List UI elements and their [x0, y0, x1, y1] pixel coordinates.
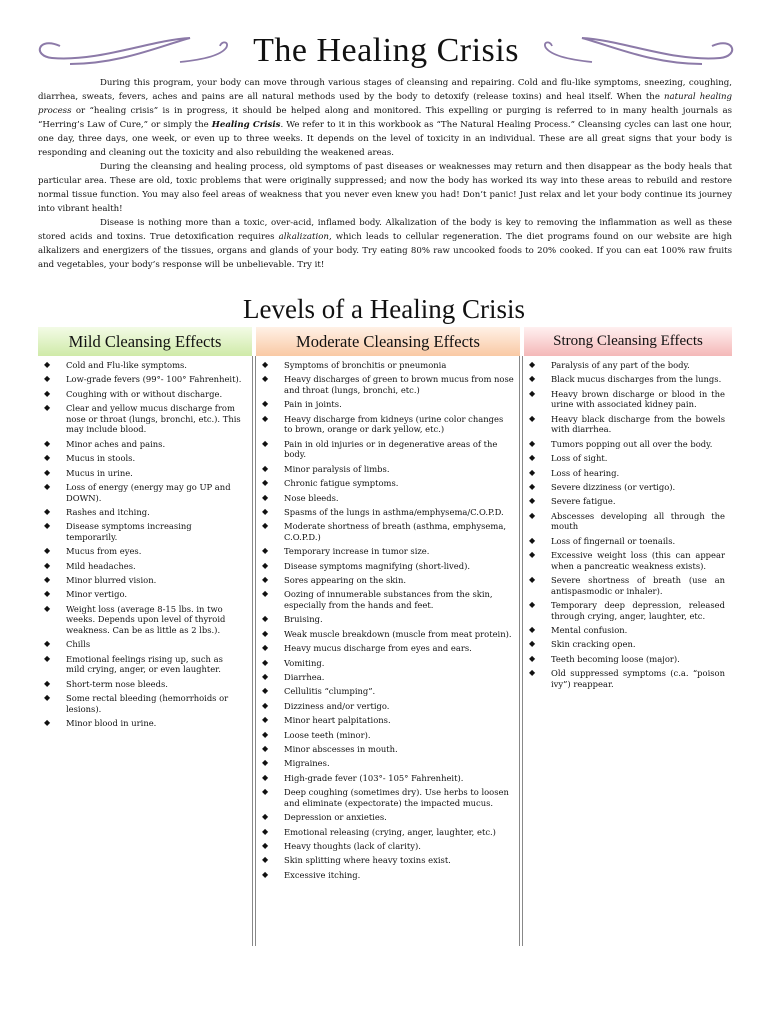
- list-item: [44, 439, 244, 450]
- diamond-bullet-icon: ◆: [262, 715, 269, 725]
- diamond-bullet-icon: ◆: [44, 589, 51, 599]
- diamond-bullet-icon: ◆: [262, 560, 269, 570]
- list-item-text: Heavy brown discharge or blood in the urine with associated kidney pain.: [551, 388, 725, 410]
- list-item: [262, 787, 514, 808]
- list-item-text: Loss of hearing.: [551, 467, 620, 478]
- diamond-bullet-icon: ◆: [262, 360, 269, 369]
- column-divider: [252, 356, 256, 946]
- strong-effects-list: [529, 360, 725, 693]
- list-item: [44, 654, 244, 675]
- list-item-text: Low-grade fevers (99°- 100° Fahrenheit).: [66, 374, 242, 385]
- list-item-text: Clear and yellow mucus discharge from nose or throat (lungs, bronchi, etc.). This may include blood.: [66, 403, 241, 435]
- list-item: [44, 679, 244, 690]
- list-item-text: Moderate shortness of breath (asthma, emphysema, C.O.P.D.): [284, 521, 506, 542]
- diamond-bullet-icon: ◆: [529, 467, 536, 477]
- list-item-text: Short-term nose bleeds.: [66, 678, 168, 689]
- page-title: The Healing Crisis: [253, 32, 519, 69]
- list-item: [262, 730, 514, 741]
- list-item-text: Heavy thoughts (lack of clarity).: [284, 840, 421, 851]
- list-item: [44, 507, 244, 518]
- diamond-bullet-icon: ◆: [262, 614, 269, 624]
- list-item: [44, 482, 244, 503]
- list-item-text: Disease symptoms magnifying (short-lived).: [284, 560, 471, 571]
- list-item: [262, 546, 514, 557]
- list-item: [262, 870, 514, 881]
- title-row: [30, 28, 742, 76]
- diamond-bullet-icon: ◆: [262, 521, 269, 531]
- list-item: [262, 643, 514, 654]
- list-item: [529, 639, 725, 650]
- list-item-text: Minor vertigo.: [66, 589, 128, 600]
- diamond-bullet-icon: ◆: [262, 463, 269, 473]
- diamond-bullet-icon: ◆: [262, 869, 269, 879]
- diamond-bullet-icon: ◆: [44, 639, 51, 649]
- diamond-bullet-icon: ◆: [44, 374, 51, 384]
- diamond-bullet-icon: ◆: [44, 453, 51, 463]
- list-item-text: Abscesses developing all through the mouth: [551, 510, 725, 532]
- list-item: [262, 507, 514, 518]
- list-item: [44, 639, 244, 650]
- list-item-text: Minor blood in urine.: [66, 718, 157, 729]
- list-item: [529, 600, 725, 621]
- levels-heading: Levels of a Healing Crisis: [243, 294, 525, 324]
- diamond-bullet-icon: ◆: [44, 718, 51, 728]
- list-item-text: Mucus from eyes.: [66, 546, 142, 557]
- list-item-text: Migraines.: [284, 758, 330, 769]
- list-item-text: Excessive weight loss (this can appear when a pancreatic weakness exists).: [551, 550, 725, 571]
- list-item: [529, 575, 725, 596]
- diamond-bullet-icon: ◆: [44, 678, 51, 688]
- diamond-bullet-icon: ◆: [44, 560, 51, 570]
- list-item-text: Teeth becoming loose (major).: [551, 653, 680, 664]
- list-item: [262, 575, 514, 586]
- list-item-text: Minor abscesses in mouth.: [284, 743, 398, 754]
- diamond-bullet-icon: ◆: [262, 772, 269, 782]
- list-item: [262, 686, 514, 697]
- list-item: [262, 744, 514, 755]
- text-segment: , which leads to cellular regeneration. The diet programs found on our website are high alkalizers and energizers of the tissues, organs and glands of your body. Try eating 80% raw uncooked foods to 20% cooked. If you can eat 100% raw fruits and vegetables, your body’s response will be unbelievable. Try it!: [38, 232, 732, 270]
- list-item: [529, 453, 725, 464]
- list-item: [262, 589, 514, 610]
- list-item: [262, 493, 514, 504]
- list-item: [262, 561, 514, 572]
- list-item-text: Heavy mucus discharge from eyes and ears.: [284, 643, 472, 654]
- list-item: [262, 478, 514, 489]
- text-segment: Healing Crisis: [211, 120, 281, 130]
- list-item-text: Dizziness and/or vertigo.: [284, 700, 390, 711]
- diamond-bullet-icon: ◆: [529, 453, 536, 463]
- list-item-text: Minor blurred vision.: [66, 575, 157, 586]
- list-item-text: Weak muscle breakdown (muscle from meat protein).: [284, 628, 512, 639]
- list-item: [262, 715, 514, 726]
- list-item: [529, 360, 725, 371]
- diamond-bullet-icon: ◆: [44, 521, 51, 531]
- list-item-text: Temporary deep depression, released through crying, anger, laughter, etc.: [551, 600, 725, 621]
- text-segment: Disease is nothing more than a toxic, over-acid, inflamed body. Alkalization of the body is key to removing the inflammation as well as these stored acids and toxins. True detoxification requires: [38, 218, 732, 242]
- list-item-text: Heavy discharges of green to brown mucus from nose and throat (lungs, bronchi, etc.): [284, 374, 514, 395]
- diamond-bullet-icon: ◆: [44, 693, 51, 703]
- list-item: [44, 468, 244, 479]
- diamond-bullet-icon: ◆: [529, 374, 536, 384]
- diamond-bullet-icon: ◆: [262, 855, 269, 865]
- text-segment: or “healing crisis” is in progress, it should be helped along and monitored. This expelling or purging is referred to in many health journals as “Herring’s Law of Cure,” or simply the: [38, 106, 732, 130]
- list-item-text: Oozing of innumerable substances from the skin, especially from the hands and feet.: [284, 589, 493, 611]
- list-item: [262, 841, 514, 852]
- list-item-text: Cold and Flu-like symptoms.: [66, 360, 187, 370]
- list-item-text: Diarrhea.: [284, 672, 325, 682]
- diamond-bullet-icon: ◆: [262, 546, 269, 556]
- intro-paragraph: [38, 76, 732, 160]
- diamond-bullet-icon: ◆: [262, 492, 269, 502]
- list-item-text: Depression or anxieties.: [284, 812, 387, 823]
- list-item-text: Vomiting.: [284, 657, 325, 668]
- text-segment: . We refer to it in this workbook as “The Natural Healing Process.” Cleansing cycles can last one hour, one day, three days, one week, or even up to three weeks. It depends on the level of toxicity in an individual. These are all great signs that your body is responding and cleaning out the toxicity and also rebuilding the weakened areas.: [38, 120, 733, 158]
- strong-effects-heading: Strong Cleansing Effects: [524, 327, 732, 356]
- list-item: [529, 654, 725, 665]
- list-item: [262, 701, 514, 712]
- diamond-bullet-icon: ◆: [529, 360, 536, 369]
- list-item: [262, 629, 514, 640]
- list-item-text: Disease symptoms increasing temporarily.: [66, 521, 192, 542]
- list-item: [262, 374, 514, 395]
- list-item-text: Chills: [66, 639, 91, 650]
- list-item: [529, 536, 725, 547]
- list-item-text: Bruising.: [284, 614, 323, 625]
- list-item-text: Severe shortness of breath (use an antispasmodic or inhaler).: [551, 575, 725, 596]
- list-item-text: Loss of sight.: [551, 453, 608, 464]
- diamond-bullet-icon: ◆: [262, 399, 269, 409]
- diamond-bullet-icon: ◆: [44, 506, 51, 516]
- list-item: [262, 827, 514, 838]
- diamond-bullet-icon: ◆: [44, 438, 51, 448]
- column-divider: [519, 356, 523, 946]
- list-item-text: Mucus in stools.: [66, 453, 136, 464]
- list-item: [44, 693, 244, 714]
- list-item-text: Black mucus discharges from the lungs.: [551, 374, 722, 385]
- text-segment: natural healing process: [38, 92, 732, 116]
- list-item: [529, 511, 725, 532]
- diamond-bullet-icon: ◆: [262, 743, 269, 753]
- intro-paragraph: [38, 216, 732, 272]
- diamond-bullet-icon: ◆: [262, 575, 269, 585]
- list-item: [262, 855, 514, 866]
- list-item: [529, 439, 725, 450]
- diamond-bullet-icon: ◆: [44, 575, 51, 585]
- list-item: [529, 414, 725, 435]
- diamond-bullet-icon: ◆: [529, 535, 536, 545]
- diamond-bullet-icon: ◆: [262, 826, 269, 836]
- list-item-text: Emotional releasing (crying, anger, laughter, etc.): [284, 826, 496, 837]
- text-segment: alkalization: [278, 232, 329, 242]
- diamond-bullet-icon: ◆: [44, 653, 51, 663]
- list-item: [529, 550, 725, 571]
- diamond-bullet-icon: ◆: [529, 639, 536, 649]
- list-item: [262, 521, 514, 542]
- list-item-text: Severe dizziness (or vertigo).: [551, 481, 676, 492]
- diamond-bullet-icon: ◆: [262, 628, 269, 638]
- right-flourish-icon: [532, 34, 742, 68]
- list-item-text: High-grade fever (103°- 105° Fahrenheit).: [284, 772, 464, 783]
- diamond-bullet-icon: ◆: [262, 478, 269, 488]
- text-segment: During this program, your body can move through various stages of cleansing and repairing. Cold and flu-like symptoms, sneezing, coughing, diarrhea, sweats, fevers, aches and pains are all natural methods used by the body to detoxify (release toxins) and heal itself. When the: [38, 78, 732, 102]
- diamond-bullet-icon: ◆: [262, 700, 269, 710]
- diamond-bullet-icon: ◆: [529, 625, 536, 635]
- diamond-bullet-icon: ◆: [529, 668, 536, 678]
- list-item-text: Mucus in urine.: [66, 467, 133, 478]
- list-item-text: Minor heart palpitations.: [284, 715, 391, 726]
- list-item: [529, 468, 725, 479]
- list-item: [262, 360, 514, 371]
- list-item: [529, 389, 725, 410]
- list-item: [262, 672, 514, 683]
- list-item-text: Minor aches and pains.: [66, 438, 166, 449]
- list-item-text: Symptoms of bronchitis or pneumonia: [284, 360, 447, 370]
- diamond-bullet-icon: ◆: [529, 575, 536, 585]
- diamond-bullet-icon: ◆: [529, 413, 536, 423]
- list-item-text: Weight loss (average 8-15 lbs. in two weeks. Depends upon level of thyroid weakness. Can be as little as 2 lbs.).: [66, 603, 226, 636]
- diamond-bullet-icon: ◆: [44, 403, 51, 413]
- list-item-text: Severe fatigue.: [551, 496, 616, 507]
- list-item-text: Old suppressed symptoms (c.a. “poison ivy”) reappear.: [551, 668, 725, 689]
- list-item-text: Heavy black discharge from the bowels with diarrhea.: [551, 413, 725, 435]
- diamond-bullet-icon: ◆: [529, 510, 536, 520]
- diamond-bullet-icon: ◆: [262, 374, 269, 384]
- list-item: [262, 758, 514, 769]
- diamond-bullet-icon: ◆: [262, 413, 269, 423]
- list-item: [44, 521, 244, 542]
- diamond-bullet-icon: ◆: [262, 643, 269, 653]
- intro-text: [38, 76, 732, 272]
- list-item-text: Heavy discharge from kidneys (urine color changes to brown, orange or dark yellow, etc.): [284, 413, 504, 435]
- list-item-text: Sores appearing on the skin.: [284, 575, 407, 586]
- list-item-text: Skin cracking open.: [551, 639, 636, 650]
- list-item: [262, 773, 514, 784]
- list-item-text: Pain in joints.: [284, 399, 342, 410]
- list-item-text: Loss of energy (energy may go UP and DOWN).: [66, 481, 231, 503]
- list-item: [529, 482, 725, 493]
- list-item-text: Paralysis of any part of the body.: [551, 360, 690, 370]
- list-item-text: Temporary increase in tumor size.: [284, 546, 430, 557]
- diamond-bullet-icon: ◆: [529, 496, 536, 506]
- intro-paragraph: [38, 160, 732, 216]
- list-item-text: Mental confusion.: [551, 625, 628, 636]
- list-item: [262, 812, 514, 823]
- diamond-bullet-icon: ◆: [262, 657, 269, 667]
- list-item: [262, 614, 514, 625]
- list-item-text: Nose bleeds.: [284, 492, 339, 503]
- list-item: [529, 668, 725, 689]
- mild-effects-list: [44, 360, 244, 733]
- list-item: [529, 625, 725, 636]
- moderate-effects-heading: Moderate Cleansing Effects: [256, 327, 520, 356]
- diamond-bullet-icon: ◆: [44, 546, 51, 556]
- diamond-bullet-icon: ◆: [262, 729, 269, 739]
- list-item-text: Tumors popping out all over the body.: [551, 438, 713, 449]
- list-item-text: Rashes and itching.: [66, 506, 150, 517]
- list-item: [529, 496, 725, 507]
- diamond-bullet-icon: ◆: [529, 438, 536, 448]
- list-item: [44, 604, 244, 636]
- list-item: [44, 453, 244, 464]
- list-item-text: Skin splitting where heavy toxins exist.: [284, 855, 451, 866]
- list-item: [44, 360, 244, 371]
- list-item: [262, 464, 514, 475]
- list-item-text: Spasms of the lungs in asthma/emphysema/C.O.P.D.: [284, 506, 504, 517]
- list-item: [262, 658, 514, 669]
- diamond-bullet-icon: ◆: [44, 603, 51, 613]
- diamond-bullet-icon: ◆: [529, 600, 536, 610]
- list-item: [262, 399, 514, 410]
- list-item-text: Emotional feelings rising up, such as mild crying, anger, or even laughter.: [66, 653, 223, 675]
- diamond-bullet-icon: ◆: [44, 360, 51, 369]
- moderate-effects-list: [262, 360, 514, 884]
- diamond-bullet-icon: ◆: [44, 467, 51, 477]
- list-item-text: Mild headaches.: [66, 560, 136, 571]
- diamond-bullet-icon: ◆: [44, 388, 51, 398]
- list-item-text: Coughing with or without discharge.: [66, 388, 223, 399]
- list-item-text: Loss of fingernail or toenails.: [551, 535, 676, 546]
- list-item: [529, 374, 725, 385]
- diamond-bullet-icon: ◆: [262, 672, 269, 681]
- list-item-text: Excessive itching.: [284, 869, 361, 880]
- list-item-text: Some rectal bleeding (hemorrhoids or lesions).: [66, 693, 229, 714]
- diamond-bullet-icon: ◆: [262, 438, 269, 448]
- diamond-bullet-icon: ◆: [262, 787, 269, 797]
- diamond-bullet-icon: ◆: [529, 388, 536, 398]
- list-item: [44, 589, 244, 600]
- diamond-bullet-icon: ◆: [262, 812, 269, 822]
- list-item-text: Chronic fatigue symptoms.: [284, 478, 399, 489]
- list-item: [262, 414, 514, 435]
- list-item: [44, 374, 244, 385]
- list-item-text: Deep coughing (sometimes dry). Use herbs to loosen and eliminate (expectorate) the impacted mucus.: [284, 787, 509, 808]
- diamond-bullet-icon: ◆: [262, 758, 269, 768]
- text-segment: During the cleansing and healing process, old symptoms of past diseases or weaknesses may return and then disappear as the body heals that particular area. These are old, toxic problems that were originally suppressed; and now the body has worked its way into these areas to rebuild and restore normal tissue function. You may also feel areas of weakness that you never even knew you had! Don’t panic! Just relax and let your body continue its journey into vibrant health!: [38, 162, 732, 214]
- list-item-text: Loose teeth (minor).: [284, 729, 371, 740]
- list-item-text: Cellulitis “clumping”.: [284, 686, 376, 697]
- diamond-bullet-icon: ◆: [529, 550, 536, 560]
- list-item: [44, 575, 244, 586]
- list-item: [262, 439, 514, 460]
- diamond-bullet-icon: ◆: [262, 686, 269, 696]
- list-item: [44, 718, 244, 729]
- list-item: [44, 403, 244, 435]
- diamond-bullet-icon: ◆: [262, 589, 269, 599]
- list-item: [44, 389, 244, 400]
- diamond-bullet-icon: ◆: [44, 481, 51, 491]
- diamond-bullet-icon: ◆: [529, 653, 536, 663]
- mild-effects-heading: Mild Cleansing Effects: [38, 327, 252, 356]
- diamond-bullet-icon: ◆: [529, 481, 536, 491]
- diamond-bullet-icon: ◆: [262, 840, 269, 850]
- diamond-bullet-icon: ◆: [262, 506, 269, 516]
- list-item-text: Pain in old injuries or in degenerative areas of the body.: [284, 438, 498, 460]
- list-item-text: Minor paralysis of limbs.: [284, 463, 390, 474]
- list-item: [44, 546, 244, 557]
- list-item: [44, 561, 244, 572]
